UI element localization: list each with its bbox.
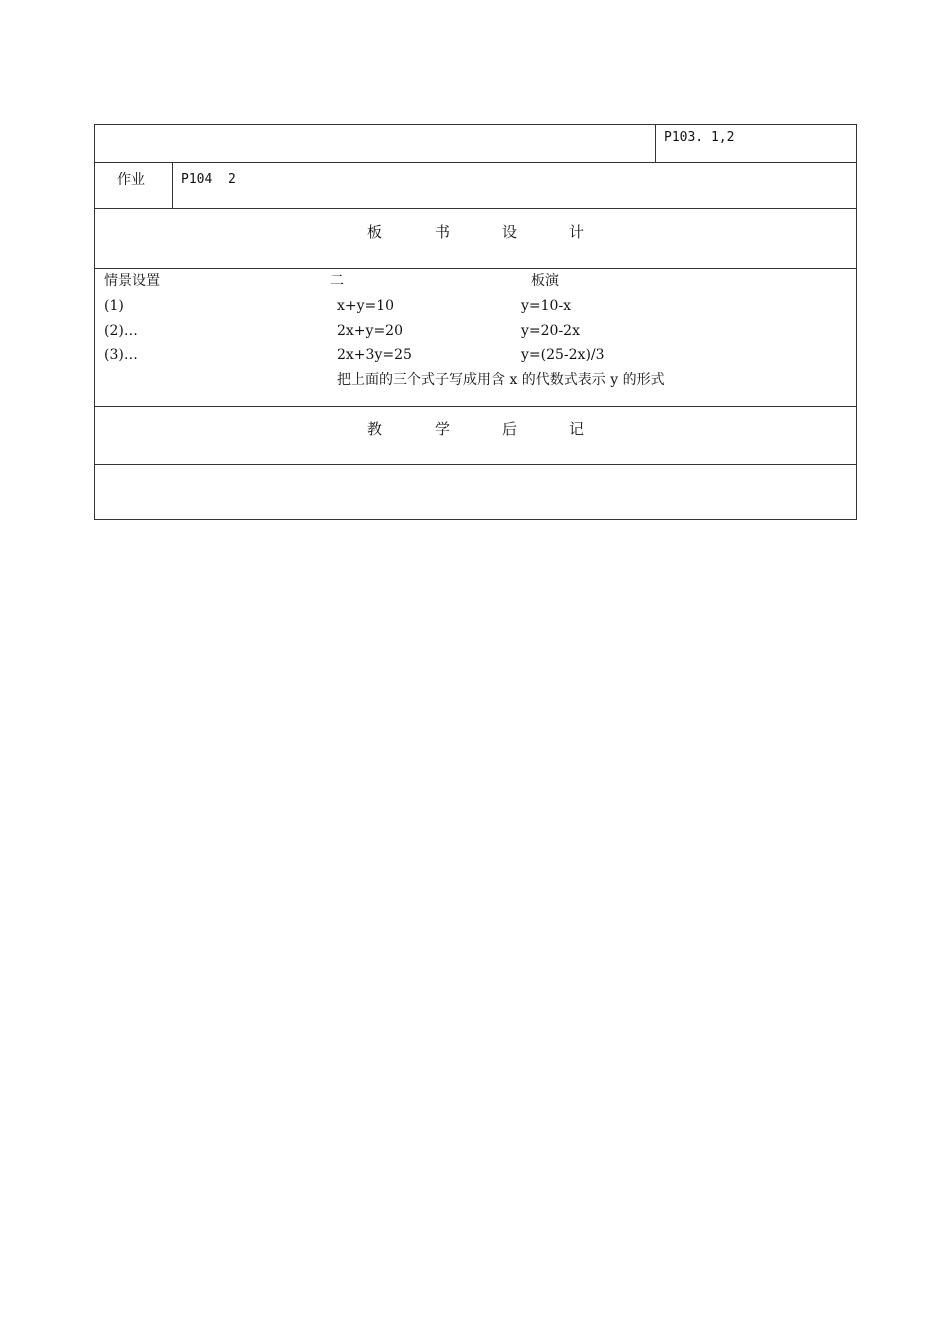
scenario-label: 情景设置 — [104, 273, 160, 289]
teaching-notes-heading-char: 记 — [569, 420, 585, 438]
equation: x+y=10 — [337, 298, 395, 314]
row-divider — [94, 406, 857, 407]
cell-divider — [655, 124, 656, 162]
row-divider — [94, 208, 857, 209]
teaching-notes-heading-char: 学 — [435, 420, 451, 438]
row-divider — [94, 464, 857, 465]
equations-header: 二 — [330, 273, 344, 289]
row-divider — [94, 268, 857, 269]
cell-divider — [172, 162, 173, 208]
board-design-heading-char: 板 — [367, 223, 383, 241]
solution: y=20-2x — [521, 323, 580, 339]
exercise-reference: P103. 1,2 — [664, 130, 735, 145]
board-design-heading-char: 设 — [502, 223, 518, 241]
scenario-item: (1) — [104, 298, 124, 314]
homework-label: 作业 — [117, 172, 145, 188]
equation: 2x+3y=25 — [337, 347, 412, 363]
scenario-item: (3)… — [104, 347, 138, 363]
homework-value: P104 2 — [181, 172, 236, 187]
instruction-text: 把上面的三个式子写成用含 x 的代数式表示 y 的形式 — [337, 372, 665, 388]
board-design-heading-char: 书 — [435, 223, 451, 241]
board-design-heading-char: 计 — [569, 223, 585, 241]
solution: y=10-x — [521, 298, 572, 314]
solution: y=(25-2x)/3 — [521, 347, 605, 363]
scenario-item: (2)… — [104, 323, 138, 339]
teaching-notes-heading-char: 后 — [502, 420, 518, 438]
equation: 2x+y=20 — [337, 323, 403, 339]
teaching-notes-heading-char: 教 — [367, 420, 383, 438]
row-divider — [94, 162, 857, 163]
board-demo-header: 板演 — [531, 273, 559, 289]
